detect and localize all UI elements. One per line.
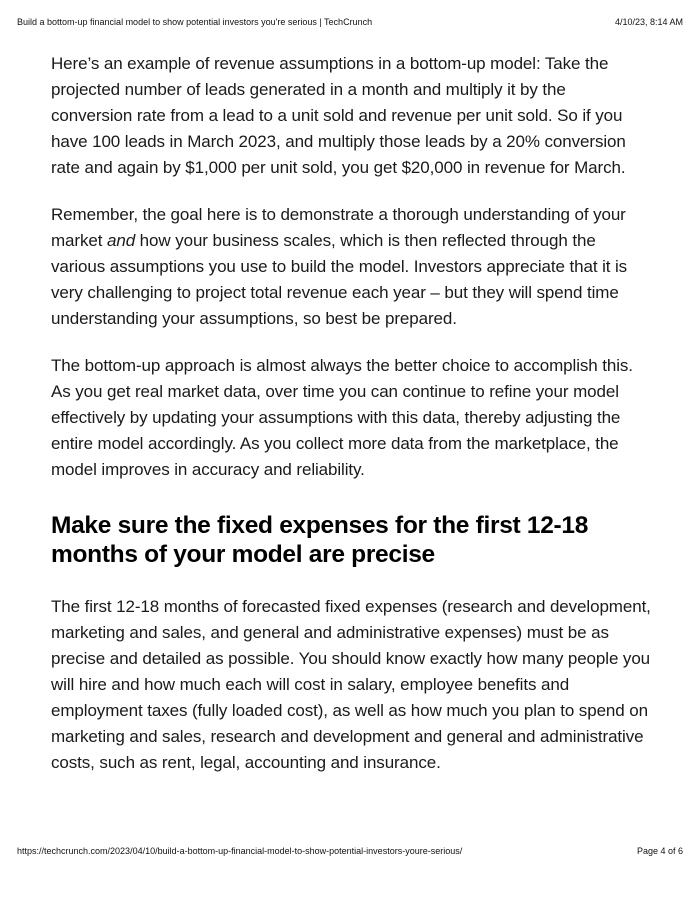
paragraph-goal (51, 202, 651, 332)
print-footer (17, 845, 683, 857)
document-title: Build a bottom-up financial model to show potential investors you're serious | TechCrunch (17, 17, 373, 27)
source-url: https://techcrunch.com/2023/04/10/build-a-bottom-up-financial-model-to-show-potential-investors-youre-serious/ (17, 846, 463, 856)
article-content (51, 51, 651, 797)
print-datetime: 4/10/23, 8:14 AM (614, 17, 683, 27)
print-header (17, 16, 683, 28)
page-number: Page 4 of 6 (636, 846, 683, 856)
paragraph-bottom-up-approach: The bottom-up approach is almost always the better choice to accomplish this. As you get real market data, over time you can continue to refine your model effectively by updating your assumptions with this data, thereby adjusting the entire model accordingly. As you collect more data from the marketplace, the model improves in accuracy and reliability. (51, 356, 633, 479)
paragraph-revenue-example: Here’s an example of revenue assumptions in a bottom-up model: Take the projected number of leads generated in a month and multiply it by the conversion rate from a lead to a unit sold and revenue per unit sold. So if you have 100 leads in March 2023, and multiply those leads by a 20% conversion rate and again by $1,000 per unit sold, you get $20,000 in revenue for March. (51, 54, 626, 177)
section-heading: Make sure the fixed expenses for the first 12-18 months of your model are precise (51, 512, 589, 568)
paragraph-goal-italic-word: and (106, 231, 136, 250)
paragraph-goal-text-after: how your business scales, which is then reflected through the various assumptions you use to build the model. Investors appreciate that it is very challenging to project total revenue each year – but they will spend time understanding your assumptions, so best be prepared. (51, 231, 628, 328)
paragraph-fixed-expenses: The first 12-18 months of forecasted fixed expenses (research and development, marketing and sales, and general and administrative expenses) must be as precise and detailed as possible. You should know exactly how many people you will hire and how much each will cost in salary, employee benefits and employment taxes (fully loaded cost), as well as how much you plan to spend on marketing and sales, research and development and general and administrative costs, such as rent, legal, accounting and insurance. (51, 597, 651, 772)
paragraph-goal-text-before: Remember, the goal here is to demonstrate a thorough understanding of your market (51, 205, 626, 250)
